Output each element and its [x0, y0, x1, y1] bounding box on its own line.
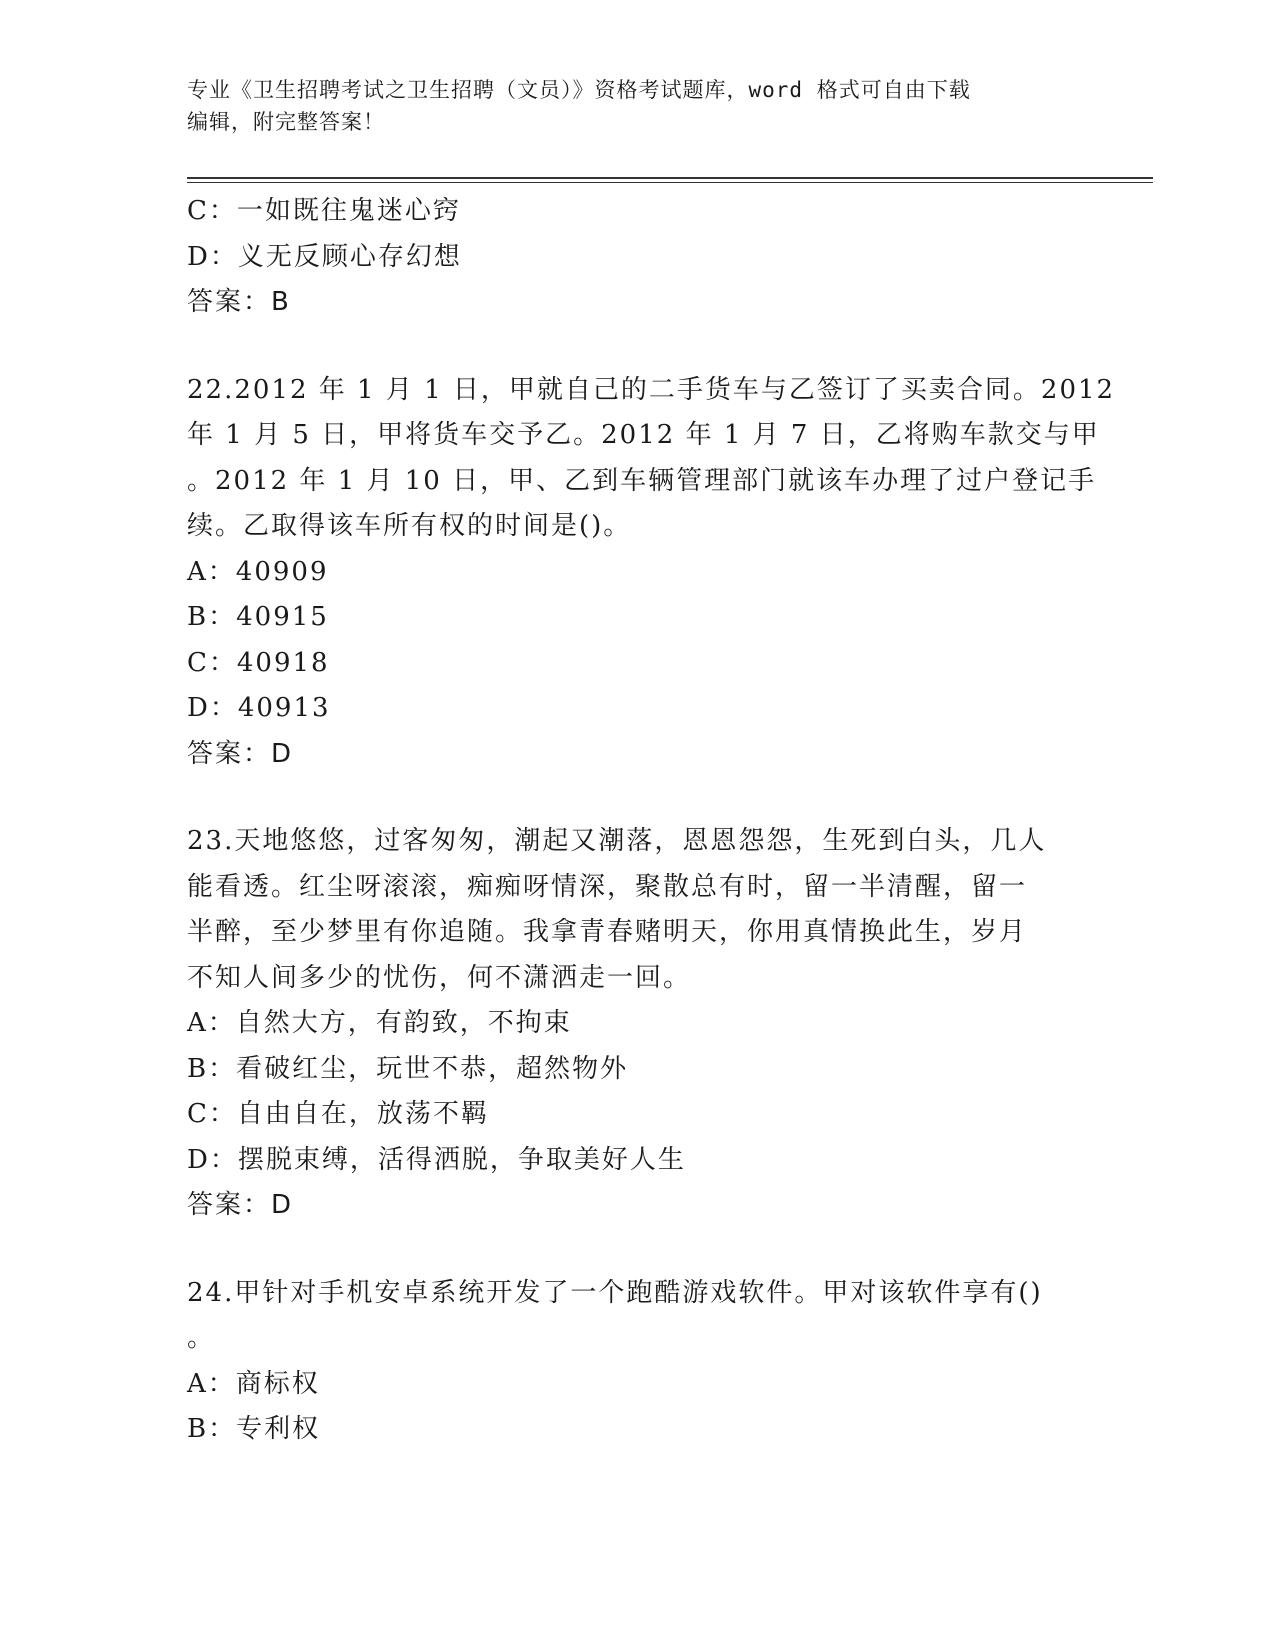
question-list: [187, 189, 1116, 1453]
question-24: [187, 1271, 1087, 1453]
option-b: B：专利权: [187, 1414, 321, 1444]
header-divider-thin: [187, 182, 1153, 183]
answer-line: 答案：D: [187, 738, 294, 769]
question-text-line: 年 1 月 5 日，甲将货车交予乙。2012 年 1 月 7 日，乙将购车款交与甲: [187, 420, 1100, 450]
document-header: [187, 74, 1087, 138]
option-c: C：一如既往鬼迷心窍: [187, 196, 461, 226]
question-text-line: 。: [187, 1323, 216, 1353]
header-divider-thick: [187, 177, 1153, 179]
question-text-line: 续。乙取得该车所有权的时间是()。: [187, 511, 632, 541]
question-22: [187, 368, 1116, 778]
option-d: D：40913: [187, 693, 331, 723]
question-text-line: 22.2012 年 1 月 1 日，甲就自己的二手货车与乙签订了买卖合同。2012: [187, 374, 1116, 405]
question-text-line: 。2012 年 1 月 10 日，甲、乙到车辆管理部门就该车办理了过户登记手: [187, 465, 1097, 496]
option-b: B：看破红尘，玩世不恭，超然物外: [187, 1053, 629, 1084]
answer-line: 答案：B: [187, 287, 291, 317]
answer-line: 答案：D: [187, 1190, 294, 1220]
option-d: D：摆脱束缚，活得洒脱，争取美好人生: [187, 1144, 686, 1175]
option-d: D：义无反顾心存幻想: [187, 241, 462, 272]
question-text-line: 24.甲针对手机安卓系统开发了一个跑酷游戏软件。甲对该软件享有(): [187, 1277, 1043, 1308]
option-c: C：40918: [187, 647, 330, 678]
question-text-line: 23.天地悠悠，过客匆匆，潮起又潮落，恩恩怨怨，生死到白头，几人: [187, 826, 1047, 856]
option-c: C：自由自在，放荡不羁: [187, 1099, 489, 1129]
question-text-line: 半醉，至少梦里有你追随。我拿青春赌明天，你用真情换此生，岁月: [187, 917, 1028, 947]
header-line-2: 编辑，附完整答案！: [187, 110, 385, 134]
question-text-line: 能看透。红尘呀滚滚，痴痴呀情深，聚散总有时，留一半清醒，留一: [187, 871, 1028, 902]
option-b: B：40915: [187, 602, 329, 632]
header-line-1: 专业《卫生招聘考试之卫生招聘（文员）》资格考试题库，word 格式可自由下载: [187, 78, 971, 102]
option-a: A：40909: [187, 556, 329, 587]
option-a: A：商标权: [187, 1368, 320, 1399]
question-text-line: 不知人间多少的忧伤，何不潇洒走一回。: [187, 962, 692, 993]
option-a: A：自然大方，有韵致，不拘束: [187, 1008, 572, 1038]
question-21-tail: [187, 189, 1087, 326]
question-23: [187, 819, 1087, 1229]
